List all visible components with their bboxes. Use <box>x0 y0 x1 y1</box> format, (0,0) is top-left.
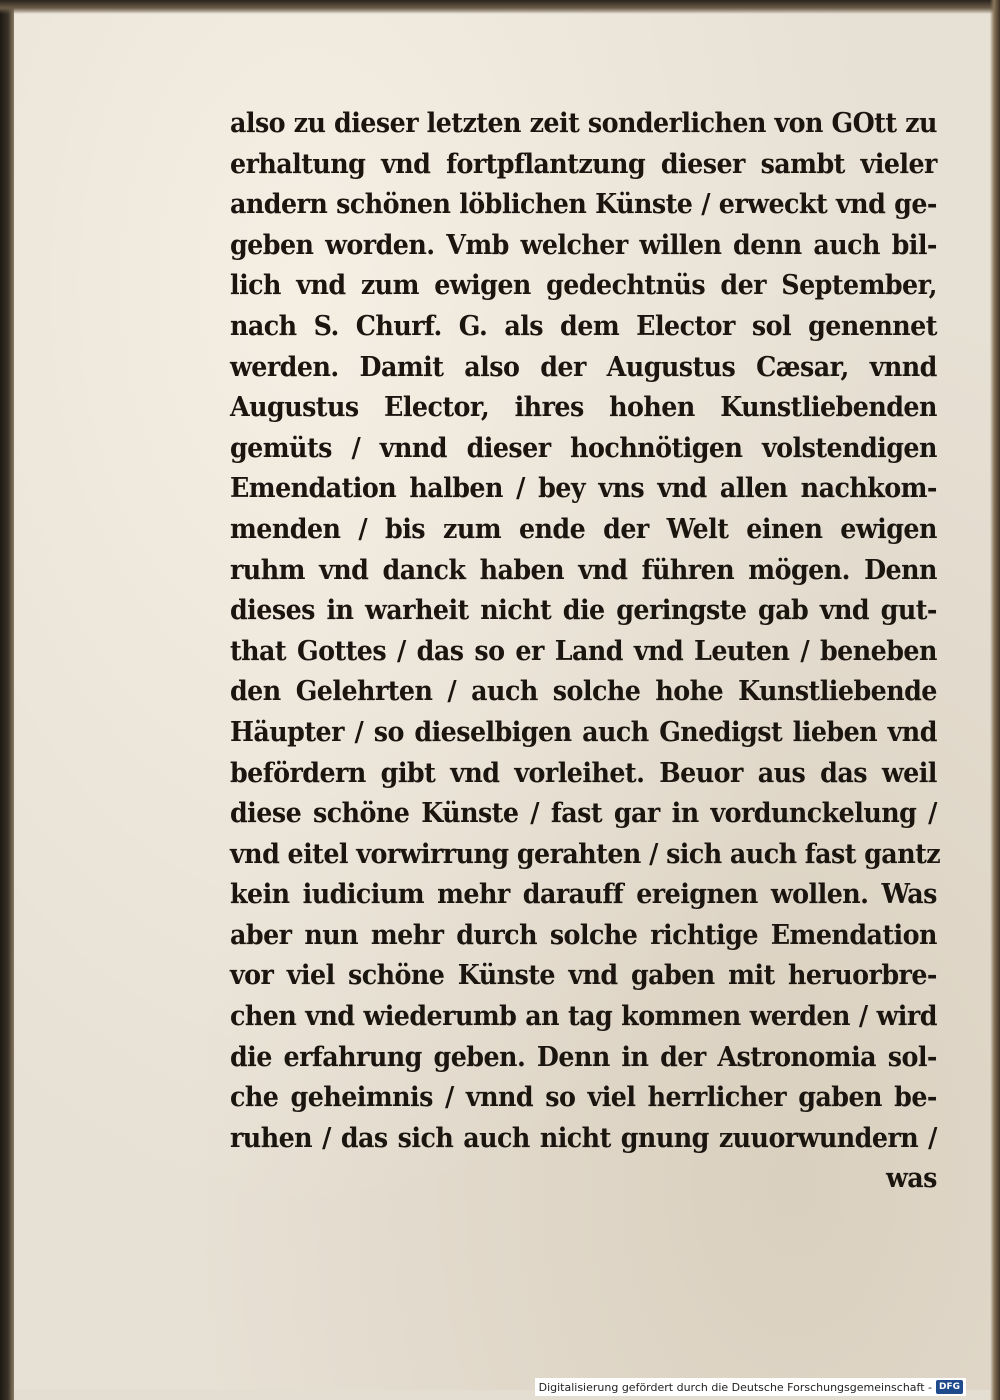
text-line: befördern gibt vnd vorleihet. Beuor aus das weil <box>230 757 937 789</box>
body-text <box>230 104 941 1200</box>
text-line: lich vnd zum ewigen gedechtnüs der September, <box>230 270 937 302</box>
text-line: den Gelehrten / auch solche hohe Kunstliebende <box>230 676 937 708</box>
text-line: vnd eitel vorwirrung gerahten / sich auch fast gantz <box>230 838 941 870</box>
text-line: also zu dieser letzten zeit sonderlichen von GOtt zu <box>230 108 937 139</box>
text-line: vor viel schöne Künste vnd gaben mit heruorbre- <box>230 960 937 992</box>
text-line: erhaltung vnd fortpflantzung dieser sambt vieler <box>230 148 937 180</box>
text-line: that Gottes / das so er Land vnd Leuten / beneben <box>230 635 937 667</box>
page-right-edge <box>990 0 1000 1400</box>
text-line: die erfahrung geben. Denn in der Astronomia sol- <box>230 1041 937 1073</box>
page-top-edge <box>0 0 1000 14</box>
text-line: che geheimnis / vnnd so viel herrlicher gaben be- <box>230 1082 937 1114</box>
catchword: was <box>885 1163 937 1195</box>
digitization-credit <box>535 1378 966 1396</box>
text-line: Häupter / so dieselbigen auch Gnedigst lieben vnd <box>230 716 937 748</box>
text-line: Augustus Elector, ihres hohen Kunstliebenden <box>230 392 937 424</box>
text-line: aber nun mehr durch solche richtige Emendation <box>230 919 937 951</box>
text-line: werden. Damit also der Augustus Cæsar, vnnd <box>230 351 937 383</box>
text-line: kein iudicium mehr darauff ereignen wollen. Was <box>230 879 937 911</box>
text-line: dieses in warheit nicht die geringste gab vnd gut- <box>230 595 937 627</box>
text-line: ruhen / das sich auch nicht gnung zuuorwundern / <box>230 1122 937 1154</box>
text-line: Emendation halben / bey vns vnd allen nachkom- <box>230 473 937 505</box>
text-line: nach S. Churf. G. als dem Elector sol genennet <box>230 310 937 342</box>
text-line: gemüts / vnnd dieser hochnötigen volstendigen <box>230 432 937 464</box>
credit-text: Digitalisierung gefördert durch die Deutsche Forschungsgemeinschaft - <box>538 1380 932 1394</box>
text-line: chen vnd wiederumb an tag kommen werden / wird <box>230 1001 937 1033</box>
dfg-logo-icon: DFG <box>936 1380 963 1394</box>
text-line: menden / bis zum ende der Welt einen ewigen <box>230 513 937 545</box>
text-line: ruhm vnd danck haben vnd führen mögen. Denn <box>230 554 937 586</box>
text-line: geben worden. Vmb welcher willen denn auch bil- <box>230 229 937 261</box>
text-line: andern schönen löblichen Künste / erweckt vnd ge- <box>230 189 937 221</box>
page-left-edge <box>0 0 14 1400</box>
text-line: diese schöne Künste / fast gar in vordunckelung / <box>230 798 937 830</box>
